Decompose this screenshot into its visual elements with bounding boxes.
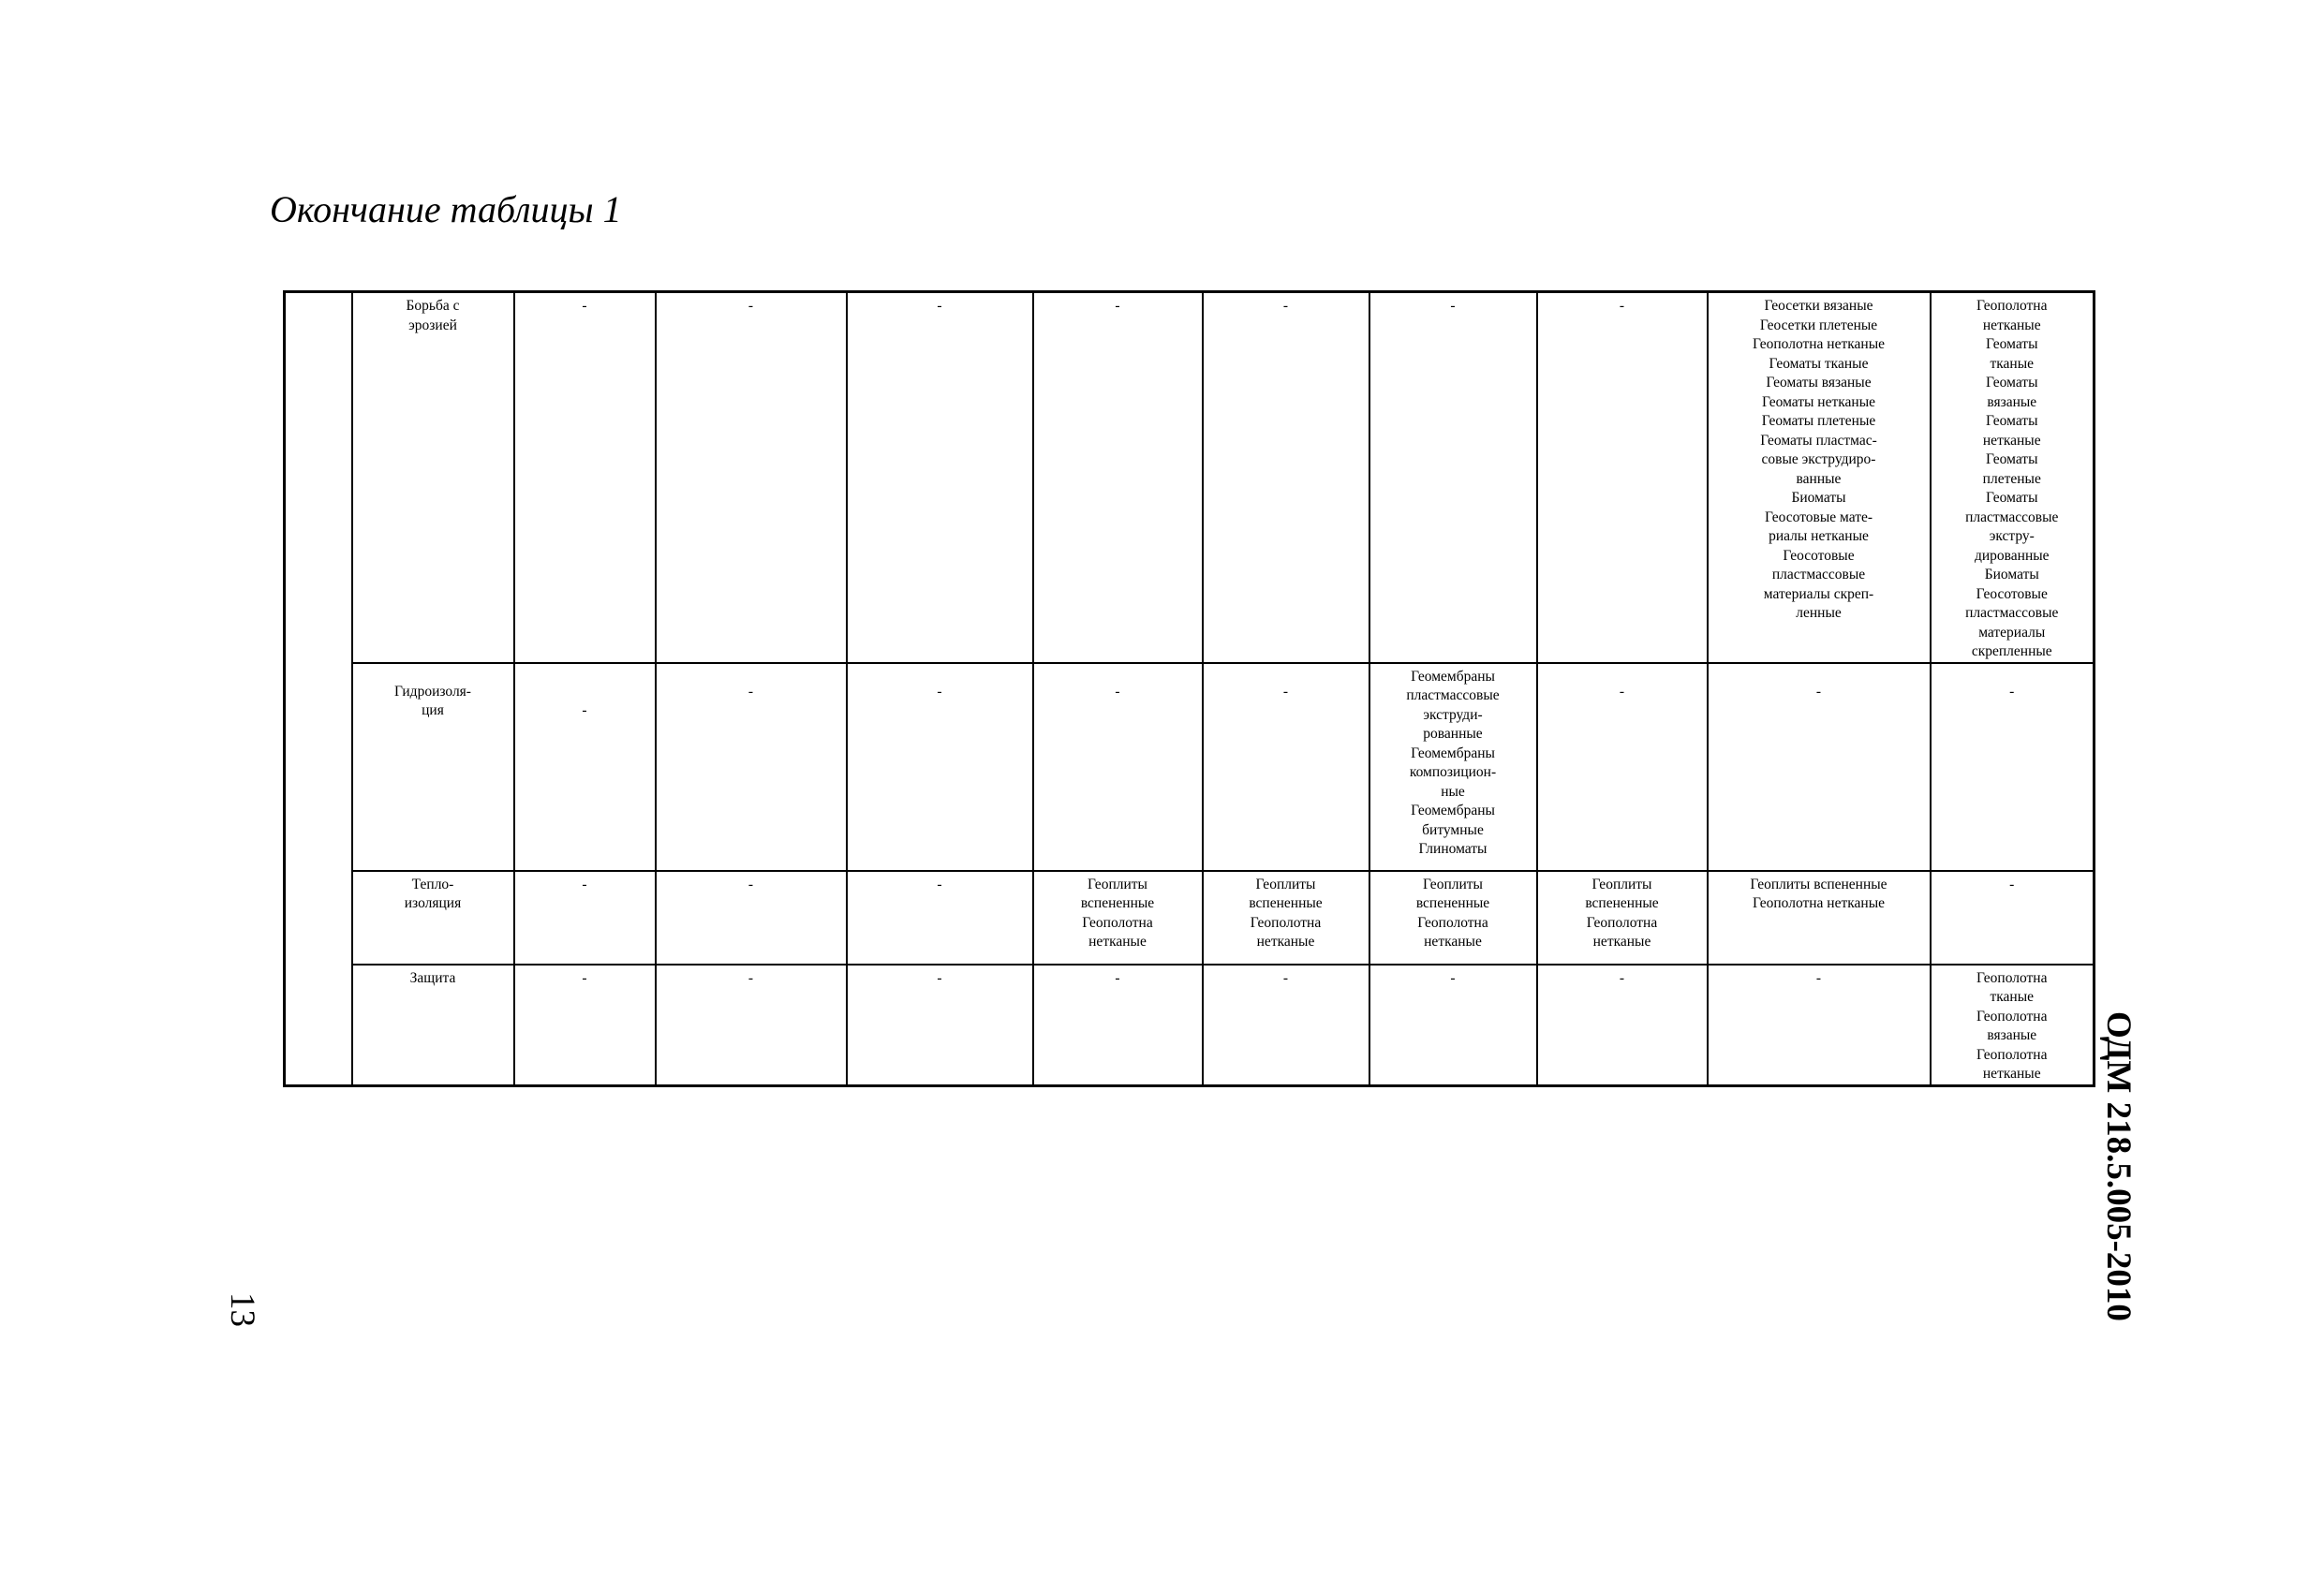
table-cell-empty xyxy=(285,292,352,663)
row-name-cell xyxy=(352,292,514,663)
cell-line: тканые xyxy=(1990,355,2035,372)
empty-dash: - xyxy=(582,701,587,718)
cell-line: Геоматы тканые xyxy=(1769,355,1869,372)
cell-line: дированные xyxy=(1974,547,2050,564)
table-cell xyxy=(514,871,656,965)
empty-dash: - xyxy=(937,969,942,986)
table-caption: Окончание таблицы 1 xyxy=(270,188,622,230)
table-cell xyxy=(514,663,656,871)
empty-dash: - xyxy=(1282,298,1289,314)
cell-line: Геоматы вязаные xyxy=(1766,375,1872,391)
table-row xyxy=(285,663,2095,871)
cell-line: битумные xyxy=(1422,821,1484,838)
cell-line: Геоплиты xyxy=(1591,876,1652,892)
cell-line: пластмассовые xyxy=(1965,605,2059,621)
cell-line: материалы xyxy=(1978,624,2046,641)
cell-line: Геомембраны xyxy=(1411,668,1495,685)
empty-dash: - xyxy=(937,298,942,314)
table-cell xyxy=(1033,871,1203,965)
cell-line: пластмассовые xyxy=(1406,687,1500,703)
table-cell xyxy=(514,292,656,663)
empty-dash: - xyxy=(582,969,587,986)
cell-line: Геополотна нетканые xyxy=(1752,336,1886,352)
table-row xyxy=(285,292,2095,663)
row-name-line: эрозией xyxy=(408,317,457,333)
cell-line: Геосетки плетеные xyxy=(1759,317,1878,333)
cell-line: экстру- xyxy=(1989,528,2035,544)
cell-line: Геополотна xyxy=(1082,914,1153,931)
table-cell xyxy=(656,871,847,965)
cell-line: ленные xyxy=(1796,605,1842,621)
empty-dash: - xyxy=(748,683,754,700)
table-cell xyxy=(1203,663,1369,871)
empty-dash: - xyxy=(1619,683,1625,700)
empty-dash: - xyxy=(748,298,754,314)
cell-line: Геополотна xyxy=(1976,1046,2048,1063)
table-cell xyxy=(1931,663,2095,871)
cell-line: нетканые xyxy=(1256,934,1315,950)
cell-line: ные xyxy=(1441,783,1465,800)
table-cell xyxy=(656,663,847,871)
table-cell xyxy=(1708,292,1931,663)
cell-line: композицион- xyxy=(1409,764,1497,780)
empty-dash: - xyxy=(1450,969,1456,986)
cell-line: Геосотовые xyxy=(1976,585,2048,602)
table-cell xyxy=(1369,965,1537,1086)
table-container xyxy=(283,290,2095,1087)
table-cell xyxy=(1537,871,1708,965)
cell-line: Геополотна xyxy=(1976,1008,2048,1024)
cell-line: Геоматы пластмас- xyxy=(1760,432,1877,449)
cell-line: Геоматы xyxy=(1986,336,2038,352)
cell-line: тканые xyxy=(1990,989,2035,1005)
table-cell-empty xyxy=(285,663,352,871)
cell-line: рованные xyxy=(1423,726,1483,742)
cell-line: вспененные xyxy=(1585,895,1659,911)
row-name-line: Гидроизоля- xyxy=(394,683,471,700)
row-name-line: Защита xyxy=(409,969,456,986)
table-cell xyxy=(1708,965,1931,1086)
cell-line: Геополотна xyxy=(1976,298,2048,314)
table-cell xyxy=(1537,292,1708,663)
empty-dash: - xyxy=(748,969,754,986)
empty-dash: - xyxy=(748,876,754,892)
table-cell xyxy=(1033,663,1203,871)
table-cell xyxy=(1931,965,2095,1086)
row-name-line: Борьба с xyxy=(406,298,460,314)
cell-line: Геополотна xyxy=(1250,914,1322,931)
cell-line: ванные xyxy=(1796,470,1842,487)
cell-line: Геоматы xyxy=(1986,490,2038,506)
cell-line: Геосотовые мате- xyxy=(1764,509,1873,525)
empty-dash: - xyxy=(1815,683,1822,700)
empty-dash: - xyxy=(1282,683,1289,700)
cell-line: пластмассовые xyxy=(1771,567,1866,582)
cell-line: скрепленные xyxy=(1971,643,2052,659)
cell-line: вспененные xyxy=(1249,895,1323,911)
cell-line: Геоматы плетеные xyxy=(1761,413,1876,429)
cell-line: нетканые xyxy=(1424,934,1482,950)
table-cell xyxy=(1931,292,2095,663)
cell-line: Геоплиты вспененные xyxy=(1750,876,1887,892)
cell-line: Геополотна xyxy=(1586,914,1658,931)
table-cell xyxy=(847,965,1033,1086)
empty-dash: - xyxy=(1815,969,1822,986)
cell-line: риалы нетканые xyxy=(1769,528,1869,544)
cell-line: вспененные xyxy=(1080,895,1155,911)
row-name-line: Тепло- xyxy=(411,876,454,892)
empty-dash: - xyxy=(1619,298,1625,314)
cell-line: Геополотна нетканые xyxy=(1752,895,1886,911)
cell-line: Геосотовые xyxy=(1783,547,1855,564)
cell-line: Глиноматы xyxy=(1418,841,1488,857)
row-name-cell xyxy=(352,871,514,965)
cell-line: Геоматы нетканые xyxy=(1761,393,1876,410)
cell-line: вязаные xyxy=(1987,1027,2037,1043)
empty-dash: - xyxy=(1619,969,1625,986)
row-name-cell xyxy=(352,663,514,871)
cell-line: Геоматы xyxy=(1986,451,2038,467)
cell-line: Геоматы xyxy=(1986,413,2038,429)
table-cell xyxy=(1537,663,1708,871)
cell-line: пластмассовые xyxy=(1965,509,2059,525)
table-cell xyxy=(656,965,847,1086)
table-cell xyxy=(847,871,1033,965)
cell-line: нетканые xyxy=(1088,934,1147,950)
cell-line: Биоматы xyxy=(1791,490,1846,506)
empty-dash: - xyxy=(582,298,587,314)
cell-line: Геоплиты xyxy=(1088,876,1147,892)
row-name-cell xyxy=(352,965,514,1086)
empty-dash: - xyxy=(582,876,587,892)
row-name-line: ция xyxy=(422,702,444,718)
table-cell xyxy=(1033,292,1203,663)
row-name-line: изоляция xyxy=(404,895,462,911)
table-cell xyxy=(1369,663,1537,871)
cell-line: Геоплиты xyxy=(1423,876,1483,892)
cell-line: Геоматы xyxy=(1986,375,2038,391)
empty-dash: - xyxy=(937,876,942,892)
cell-line: Геосетки вязаные xyxy=(1764,298,1873,314)
cell-line: вспененные xyxy=(1415,895,1490,911)
page-number: 13 xyxy=(223,1292,261,1327)
table-cell xyxy=(847,663,1033,871)
table-cell-empty xyxy=(285,965,352,1086)
empty-dash: - xyxy=(2009,683,2015,700)
cell-line: Геомембраны xyxy=(1411,744,1495,761)
cell-line: Геополотна xyxy=(1976,969,2048,986)
empty-dash: - xyxy=(937,683,942,700)
document-code: ОДМ 218.5.005-2010 xyxy=(2099,1011,2138,1321)
cell-line: нетканые xyxy=(1982,317,2041,333)
cell-line: нетканые xyxy=(1982,1066,2041,1082)
empty-dash: - xyxy=(1115,683,1120,700)
geosynthetics-table xyxy=(283,290,2095,1087)
cell-line: нетканые xyxy=(1982,432,2041,449)
cell-line: вязаные xyxy=(1987,393,2037,410)
table-row xyxy=(285,871,2095,965)
table-cell xyxy=(1931,871,2095,965)
table-cell xyxy=(1203,292,1369,663)
table-cell-empty xyxy=(285,871,352,965)
table-cell xyxy=(847,292,1033,663)
empty-dash: - xyxy=(2009,876,2015,892)
cell-line: Биоматы xyxy=(1984,567,2039,582)
cell-line: плетеные xyxy=(1982,470,2041,487)
table-cell xyxy=(1369,292,1537,663)
table-cell xyxy=(1203,965,1369,1086)
cell-line: экструди- xyxy=(1423,706,1483,723)
empty-dash: - xyxy=(1282,969,1289,986)
table-cell xyxy=(1537,965,1708,1086)
cell-line: совые экструдиро- xyxy=(1761,451,1876,467)
empty-dash: - xyxy=(1115,298,1120,314)
table-cell xyxy=(656,292,847,663)
table-cell xyxy=(1708,871,1931,965)
cell-line: Геополотна xyxy=(1417,914,1488,931)
empty-dash: - xyxy=(1115,969,1120,986)
table-cell xyxy=(514,965,656,1086)
empty-dash: - xyxy=(1450,298,1456,314)
table-cell xyxy=(1203,871,1369,965)
table-cell xyxy=(1033,965,1203,1086)
cell-line: материалы скреп- xyxy=(1763,585,1874,602)
table-cell xyxy=(1369,871,1537,965)
cell-line: нетканые xyxy=(1592,934,1651,950)
cell-line: Геоплиты xyxy=(1255,876,1316,892)
cell-line: Геомембраны xyxy=(1411,803,1495,818)
table-cell xyxy=(1708,663,1931,871)
table-row xyxy=(285,965,2095,1086)
